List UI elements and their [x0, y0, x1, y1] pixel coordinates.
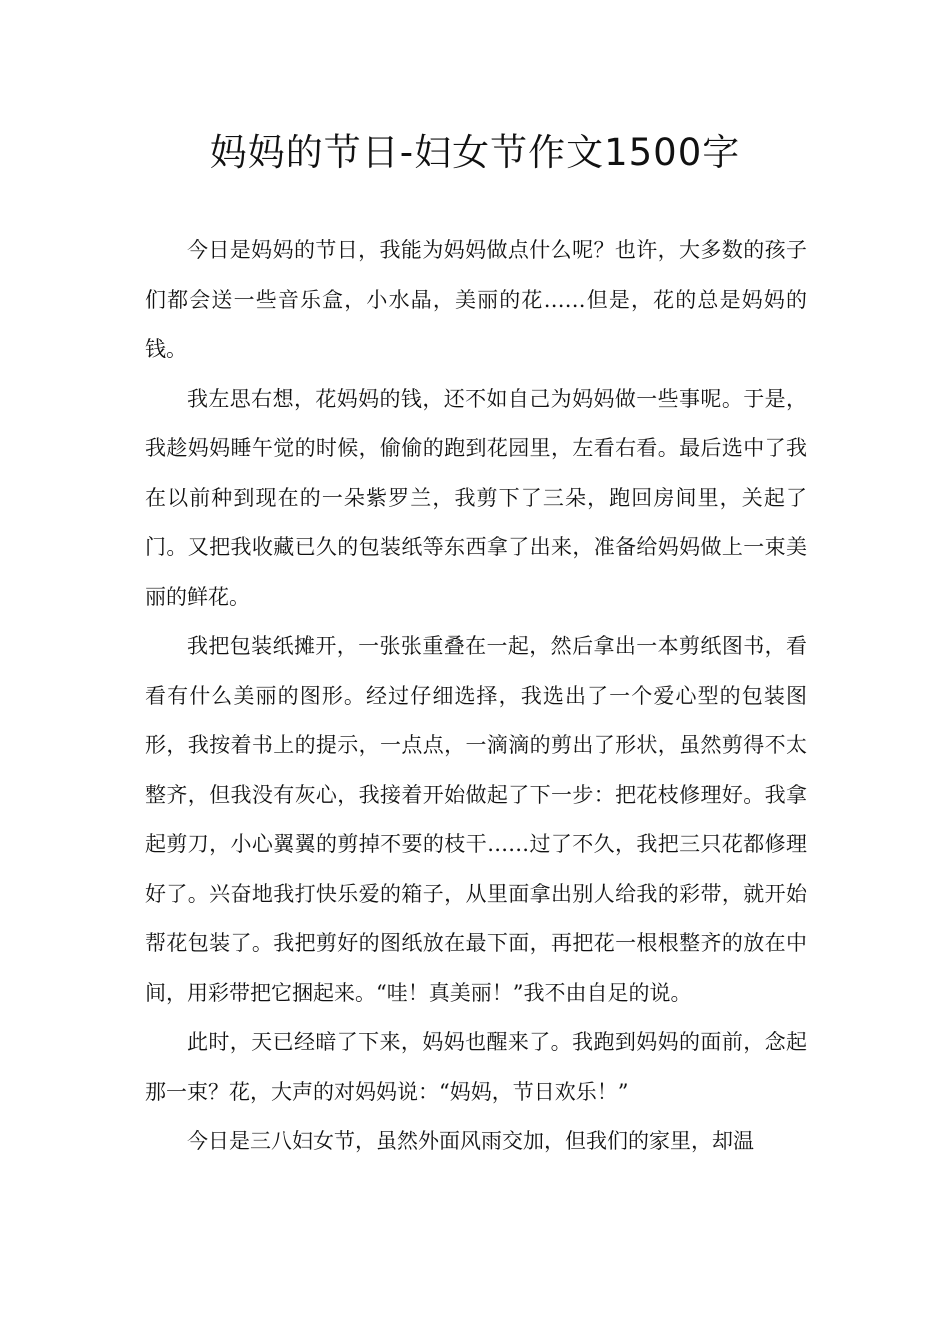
paragraph-1: 今日是妈妈的节日，我能为妈妈做点什么呢？也许，大多数的孩子们都会送一些音乐盒，小水晶，美丽的花……但是，花的总是妈妈的钱。	[145, 238, 807, 361]
paragraph-5: 今日是三八妇女节，虽然外面风雨交加，但我们的家里，却温	[187, 1129, 754, 1153]
paragraph-2: 我左思右想，花妈妈的钱，还不如自己为妈妈做一些事呢。于是，我趁妈妈睡午觉的时候，偷偷的跑到花园里，左看右看。最后选中了我在以前种到现在的一朵紫罗兰，我剪下了三朵，跑回房间里，关起了门。又把我收藏已久的包装纸等东西拿了出来，准备给妈妈做上一束美丽的鲜花。	[145, 386, 807, 609]
paragraph-3: 我把包装纸摊开，一张张重叠在一起，然后拿出一本剪纸图书，看看有什么美丽的图形。经过仔细选择，我选出了一个爱心型的包装图形，我按着书上的提示，一点点，一滴滴的剪出了形状，虽然剪得不太整齐，但我没有灰心，我接着开始做起了下一步：把花枝修理好。我拿起剪刀，小心翼翼的剪掉不要的枝干……过了不久，我把三只花都修理好了。兴奋地我打快乐爱的箱子，从里面拿出别人给我的彩带，就开始帮花包装了。我把剪好的图纸放在最下面，再把花一根根整齐的放在中间，用彩带把它捆起来。“哇！真美丽！”我不由自足的说。	[145, 634, 807, 1005]
paragraph-4: 此时，天已经暗了下来，妈妈也醒来了。我跑到妈妈的面前，念起那一束？花，大声的对妈妈说：“妈妈，节日欢乐！”	[145, 1030, 807, 1104]
document-title: 妈妈的节日-妇女节作文1500字	[209, 131, 741, 174]
document-body	[145, 226, 807, 1167]
